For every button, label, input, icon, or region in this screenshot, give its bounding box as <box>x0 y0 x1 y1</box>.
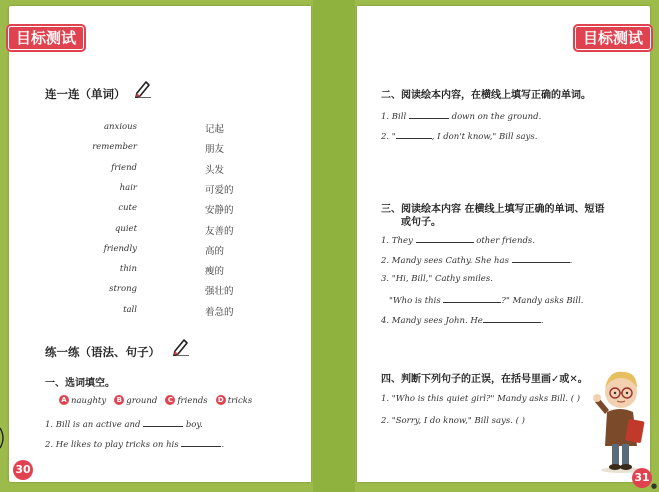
match-word-en[interactable]: hair <box>119 182 137 193</box>
s3-question-2: 2. Mandy sees Cathy. She has . <box>381 256 573 266</box>
section-3-instruction-line1: 三、阅读绘本内容 在横线上填写正确的单词、短语 <box>381 204 605 215</box>
pencil-icon <box>133 78 153 98</box>
match-word-cn[interactable]: 可爱的 <box>205 184 234 196</box>
match-word-en[interactable]: friendly <box>103 243 137 254</box>
right-page <box>357 6 650 482</box>
match-word-cn[interactable]: 着急的 <box>205 306 234 318</box>
book-gutter <box>313 0 355 492</box>
match-word-en[interactable]: friend <box>111 162 137 173</box>
match-word-en[interactable]: quiet <box>114 223 137 234</box>
s4-question-2: 2. "Sorry, I do know," Bill says. ( ) <box>381 416 525 426</box>
section-practice-title: 练一练（语法、句子） <box>45 345 160 359</box>
match-word-cn[interactable]: 友善的 <box>205 225 234 237</box>
s3-question-1: 1. They other friends. <box>381 236 535 246</box>
s4-question-1: 1. "Who is this quiet girl?" Mandy asks Bill. ( ) <box>381 394 581 404</box>
question-1: 1. Bill is an active and boy. <box>45 420 203 430</box>
match-word-cn[interactable]: 强壮的 <box>205 286 234 298</box>
section-match-title: 连一连（单词） <box>45 87 126 101</box>
target-test-tag: 目标测试 <box>573 24 653 52</box>
answer-blank[interactable] <box>409 110 449 119</box>
match-word-en[interactable]: thin <box>119 264 137 275</box>
option-b: B ground <box>114 396 157 406</box>
page-number: 31 <box>632 468 652 488</box>
match-word-cn[interactable]: 记起 <box>205 124 225 135</box>
answer-blank[interactable] <box>483 314 541 323</box>
option-d: D tricks <box>216 396 252 406</box>
answer-blank[interactable] <box>396 130 432 139</box>
boy-with-glasses-illustration <box>589 362 651 474</box>
section-3-instruction-line2: 或句子。 <box>401 217 441 228</box>
match-word-cn[interactable]: 头发 <box>205 164 225 176</box>
section-2-instruction: 二、阅读绘本内容，在横线上填写正确的单词。 <box>381 90 591 101</box>
s3-question-4: 4. Mandy sees John. He . <box>381 316 544 326</box>
option-a: A naughty <box>59 396 106 406</box>
match-word-en[interactable]: tall <box>123 304 137 315</box>
fill-blank-instruction: 一、选词填空。 <box>45 378 115 389</box>
answer-blank[interactable] <box>443 294 501 303</box>
match-word-cn[interactable]: 瘦的 <box>205 266 225 278</box>
option-c: C friends <box>165 396 207 406</box>
match-word-en[interactable]: remember <box>92 142 137 153</box>
page-number: 30 <box>13 460 33 480</box>
s2-question-1: 1. Bill down on the ground. <box>381 112 542 122</box>
section-4-instruction: 四、判断下列句子的正误，在括号里画✓或✕。 <box>381 374 588 385</box>
word-options <box>59 395 252 406</box>
target-test-tag: 目标测试 <box>6 24 86 52</box>
left-page <box>9 6 311 482</box>
s2-question-2: 2. " , I don't know," Bill says. <box>381 132 538 142</box>
match-word-en[interactable]: anxious <box>103 122 137 132</box>
match-word-en[interactable]: strong <box>109 284 137 295</box>
question-2: 2. He likes to play tricks on his . <box>45 440 225 450</box>
answer-blank[interactable] <box>512 254 570 263</box>
corner-dot-icon: ● <box>651 482 658 490</box>
s3-question-3b: "Who is this ?" Mandy asks Bill. <box>389 296 584 306</box>
s3-question-3: 3. "Hi, Bill," Cathy smiles. <box>381 274 493 284</box>
pencil-icon <box>171 336 191 356</box>
edge-fragment-icon <box>0 426 6 450</box>
answer-blank[interactable] <box>181 438 221 447</box>
match-word-en[interactable]: cute <box>118 203 137 214</box>
match-word-cn[interactable]: 高的 <box>205 245 225 257</box>
match-word-cn[interactable]: 安静的 <box>205 205 234 217</box>
match-word-cn[interactable]: 朋友 <box>205 144 225 156</box>
answer-blank[interactable] <box>143 418 183 427</box>
answer-blank[interactable] <box>416 234 474 243</box>
